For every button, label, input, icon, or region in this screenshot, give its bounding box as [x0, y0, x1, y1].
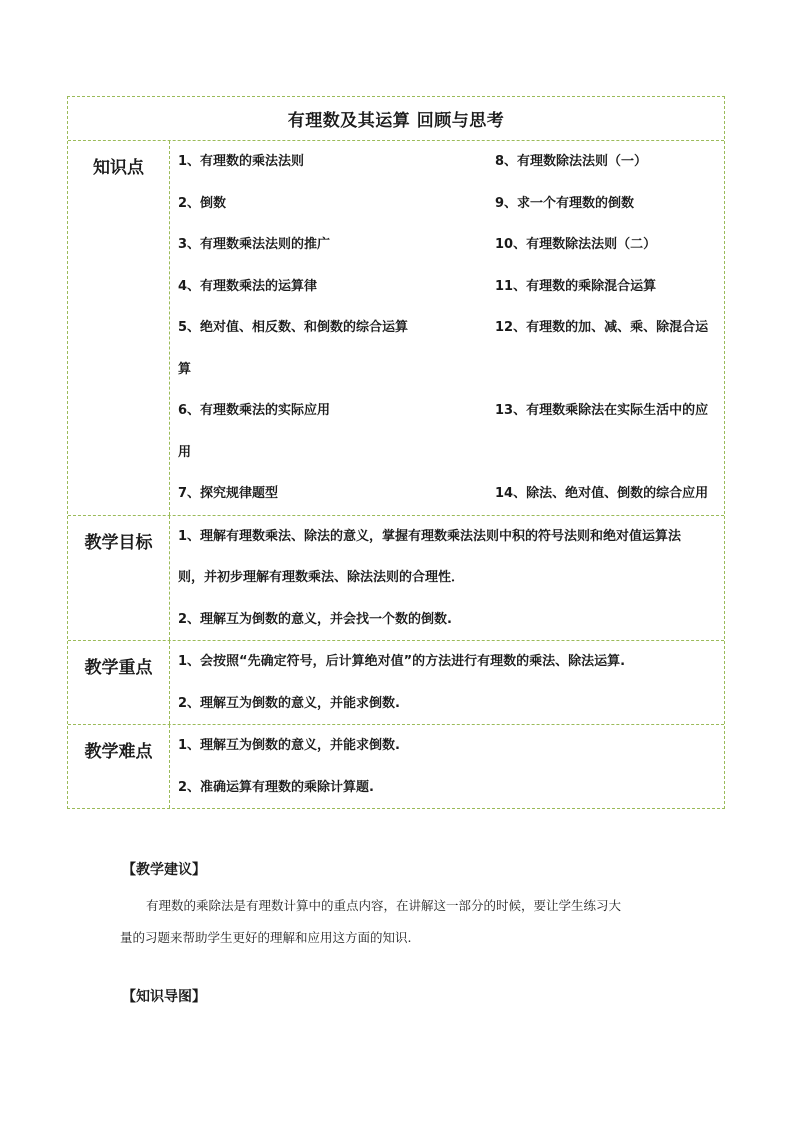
mindmap-heading: 【知识导图】 [122, 989, 206, 1005]
teaching-goal-line: 2、理解互为倒数的意义，并会找一个数的倒数. [178, 611, 452, 627]
knowledge-point-item: 2、倒数 [178, 195, 227, 211]
knowledge-point-item: 7、探究规律题型 [178, 486, 279, 501]
knowledge-points-label: 知识点 [68, 141, 170, 515]
teaching-goal-line: 1、理解有理数乘法、除法的意义，掌握有理数乘法法则中积的符号法则和绝对值运算法 [178, 528, 682, 544]
teaching-goals-label: 教学目标 [68, 516, 170, 641]
teaching-key-point-line: 1、会按照“先确定符号，后计算绝对值”的方法进行有理数的乘法、除法运算. [178, 654, 626, 669]
teaching-difficulties-label: 教学难点 [68, 725, 170, 808]
teaching-difficulties-content [170, 725, 724, 808]
teaching-key-point-line: 2、理解互为倒数的意义，并能求倒数. [178, 695, 400, 711]
knowledge-point-item: 1、有理数的乘法法则 [178, 154, 305, 169]
teaching-key-points-label: 教学重点 [68, 641, 170, 724]
teaching-advice-heading: 【教学建议】 [122, 862, 206, 878]
knowledge-point-item-wrap: 算 [178, 361, 192, 377]
lesson-title: 有理数及其运算 回顾与思考 [68, 97, 724, 141]
knowledge-point-item [178, 390, 495, 473]
teaching-key-points-content [170, 641, 724, 724]
knowledge-point-item: 9、求一个有理数的倒数 [495, 195, 635, 211]
knowledge-point-item: 8、有理数除法法则（一） [495, 154, 648, 169]
knowledge-point-item-text: 5、绝对值、相反数、和倒数的综合运算 [178, 320, 409, 335]
teaching-advice-line: 有理数的乘除法是有理数计算中的重点内容，在讲解这一部分的时候，要让学生练习大 [146, 898, 622, 913]
teaching-advice-body [120, 890, 680, 954]
knowledge-point-item: 13、有理数乘除法在实际生活中的应 [495, 403, 709, 418]
teaching-difficulty-line: 2、准确运算有理数的乘除计算题. [178, 779, 374, 795]
knowledge-point-item-wrap: 用 [178, 444, 192, 460]
knowledge-point-item: 12、有理数的加、减、乘、除混合运 [495, 320, 709, 335]
teaching-advice-line: 量的习题来帮助学生更好的理解和应用这方面的知识. [120, 930, 412, 945]
teaching-difficulty-line: 1、理解互为倒数的意义，并能求倒数. [178, 738, 400, 753]
knowledge-point-item: 14、除法、绝对值、倒数的综合应用 [495, 486, 709, 501]
knowledge-point-item: 3、有理数乘法法则的推广 [178, 237, 331, 252]
teaching-goals-content [170, 516, 724, 641]
knowledge-point-item: 11、有理数的乘除混合运算 [495, 278, 657, 294]
teaching-difficulties-row [68, 725, 724, 808]
knowledge-points-right-column [495, 141, 724, 515]
knowledge-point-item [178, 307, 495, 390]
knowledge-points-content [170, 141, 724, 515]
knowledge-points-row [68, 141, 724, 516]
knowledge-point-item: 10、有理数除法法则（二） [495, 237, 657, 252]
knowledge-point-item: 4、有理数乘法的运算律 [178, 278, 318, 294]
lesson-table [67, 96, 725, 809]
teaching-key-points-row [68, 641, 724, 725]
teaching-goal-line: 则，并初步理解有理数乘法、除法法则的合理性． [178, 570, 465, 585]
teaching-goals-row [68, 516, 724, 642]
knowledge-points-left-column [178, 141, 495, 515]
knowledge-point-item-text: 6、有理数乘法的实际应用 [178, 403, 331, 418]
